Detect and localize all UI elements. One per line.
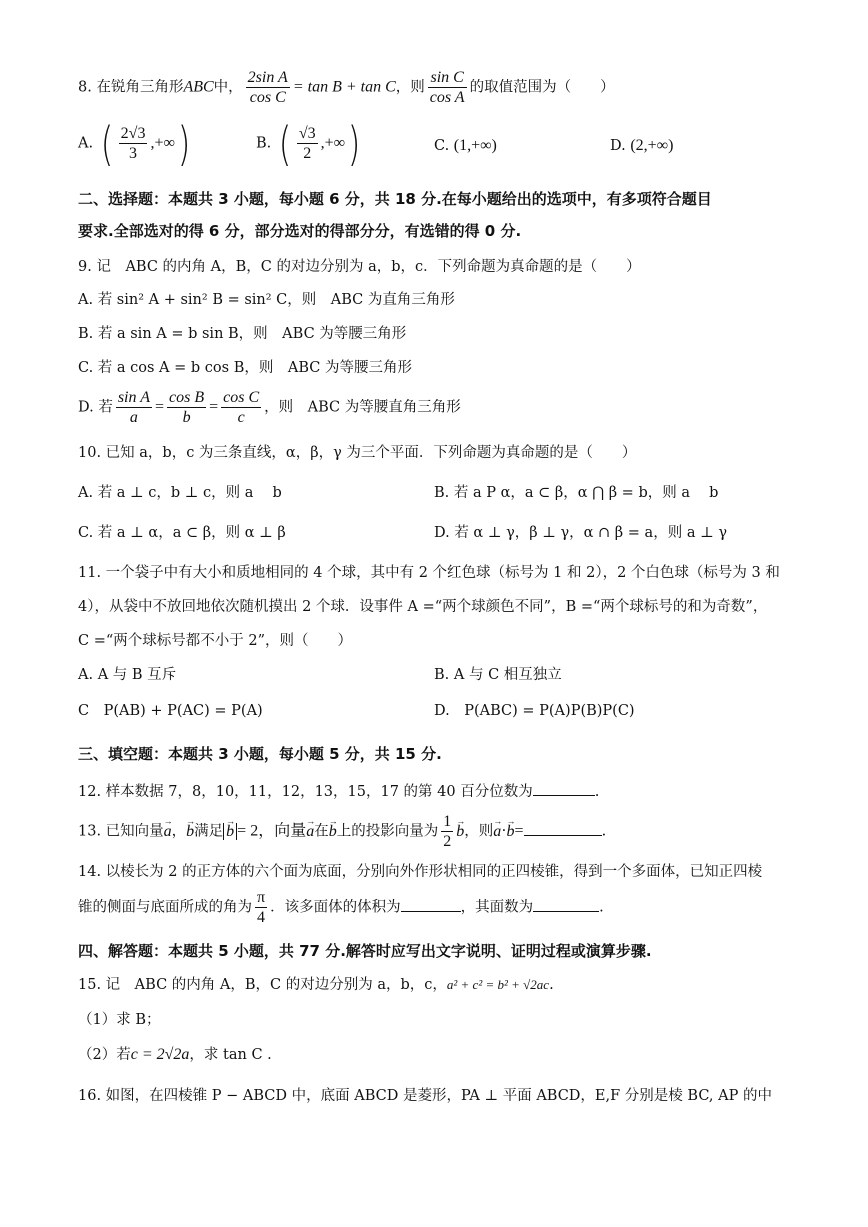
q11-option-d: D. P(ABC) = P(A)P(B)P(C) <box>434 703 635 719</box>
question-14-line-1: 14. 以棱长为 2 的正方体的六个面为底面，分别向外作形状相同的正四棱锥，得到一个多面体，已知正四棱 <box>78 864 763 880</box>
q10-option-b: B. 若 a P α，a ⊂ β，α ⋂ β = b，则 a b <box>434 485 719 501</box>
question-11-line-2: 4），从袋中不放回地依次随机摸出 2 个球．设事件 A =“两个球颜色不同”，B =“两个球标号的和为奇数”， <box>78 599 768 615</box>
q15-part-1: （1）求 B； <box>78 1012 161 1028</box>
question-9-stem: 9. 记 ABC 的内角 A，B，C 的对边分别为 a，b，c．下列命题为真命题的是（ ） <box>78 259 641 275</box>
section-4-heading: 四、解答题：本题共 5 小题，共 77 分.解答时应写出文字说明、证明过程或演算步骤. <box>78 942 652 960</box>
q10-option-a: A. 若 a ⊥ c，b ⊥ c，则 a b <box>78 485 282 501</box>
q9-option-b: B. 若 a sin A = b sin B，则 ABC 为等腰三角形 <box>78 326 407 342</box>
q10-option-c: C. 若 a ⊥ α，a ⊂ β，则 α ⊥ β <box>78 525 286 541</box>
q8-option-a: A. ( $\frac{2√3}{3}$ ,+∞) <box>78 116 191 171</box>
q11-option-a: A. A 与 B 互斥 <box>78 667 177 683</box>
question-16-stem: 16. 如图，在四棱锥 P − ABCD 中，底面 ABCD 是菱形，PA ⊥ 平面 ABCD，E,F 分别是棱 BC, AP 的中 <box>78 1088 772 1104</box>
q9-option-d: D. 若 $\frac{\text{sin A}}{a}$ = $\frac{\text{cos B}}{b}$ = $\frac{\text{cos C}}{c}$ ，则 ABC 为等腰直角三角形 <box>78 389 461 426</box>
question-15-stem: 15. 记 ABC 的内角 A，B，C 的对边分别为 a，b，c，a² + c² = b² + √2ac. <box>78 977 554 993</box>
q11-option-b: B. A 与 C 相互独立 <box>434 667 562 683</box>
q8-triangle: ABC <box>183 78 214 96</box>
q8-fraction-1: $\frac{\text{2sin A}}{\text{cos C}}$ <box>247 69 288 106</box>
q8-mid: 中， <box>213 79 243 96</box>
q9-option-a: A. 若 sin² A + sin² B = sin² C，则 ABC 为直角三角形 <box>78 292 455 308</box>
section-2-heading: 二、选择题：本题共 3 小题，每小题 6 分，共 18 分.在每小题给出的选项中，有多项符合题目 <box>78 190 712 208</box>
q8-eq-rhs: = tan B + tan C <box>292 78 396 96</box>
q10-option-d: D. 若 α ⊥ γ，β ⊥ γ，α ∩ β = a，则 a ⊥ γ <box>434 525 727 541</box>
q8-option-c: C. (1,+∞) <box>434 137 497 154</box>
question-14-line-2: 锥的侧面与底面所成的角为 $\frac{\pi}{4}$ ．该多面体的体积为 ，其面数为 . <box>78 889 604 926</box>
question-11-line-1: 11. 一个袋子中有大小和质地相同的 4 个球，其中有 2 个红色球（标号为 1 和 2），2 个白色球（标号为 3 和 <box>78 565 780 581</box>
q13-answer-blank[interactable] <box>524 819 602 836</box>
q8-option-d: D. (2,+∞) <box>610 137 674 154</box>
q8-fraction-2: $\frac{\text{sin C}}{\text{cos A}}$ <box>429 69 465 106</box>
section-3-heading: 三、填空题：本题共 3 小题，每小题 5 分，共 15 分. <box>78 745 442 763</box>
question-13: 13. 已知向量→ a，→ b满足→ b = 2，向量→ a在→ b上的投影向量为 $\frac{1}{2}$ → b，则→ a·→ b= . <box>78 812 606 851</box>
q9-option-c: C. 若 a cos A = b cos B，则 ABC 为等腰三角形 <box>78 360 412 376</box>
question-10-stem: 10. 已知 a，b，c 为三条直线，α，β，γ 为三个平面．下列命题为真命题的是（ ） <box>78 445 637 461</box>
q12-answer-blank[interactable] <box>533 779 595 796</box>
section-2-heading-cont: 要求.全部选对的得 6 分，部分选对的得部分分，有选错的得 0 分. <box>78 222 522 240</box>
q11-option-c: C P(AB) + P(AC) = P(A) <box>78 703 263 719</box>
q8-then: ，则 <box>395 79 425 96</box>
q8-prefix: 8. 在锐角三角形 <box>78 79 184 96</box>
question-11-line-3: C =“两个球标号都不小于 2”，则（ ） <box>78 633 353 649</box>
q8-tail: 的取值范围为（ ） <box>469 79 615 96</box>
question-8-stem <box>78 68 615 107</box>
q14-faces-blank[interactable] <box>533 895 599 912</box>
q14-volume-blank[interactable] <box>401 895 461 912</box>
q8-option-b: B. ( $\frac{√3}{2}$ ,+∞) <box>256 116 361 171</box>
question-12: 12. 样本数据 7，8，10，11，12，13，15，17 的第 40 百分位数为 . <box>78 779 599 802</box>
q15-part-2: （2）若c = 2√2a，求 tan C . <box>78 1046 272 1063</box>
